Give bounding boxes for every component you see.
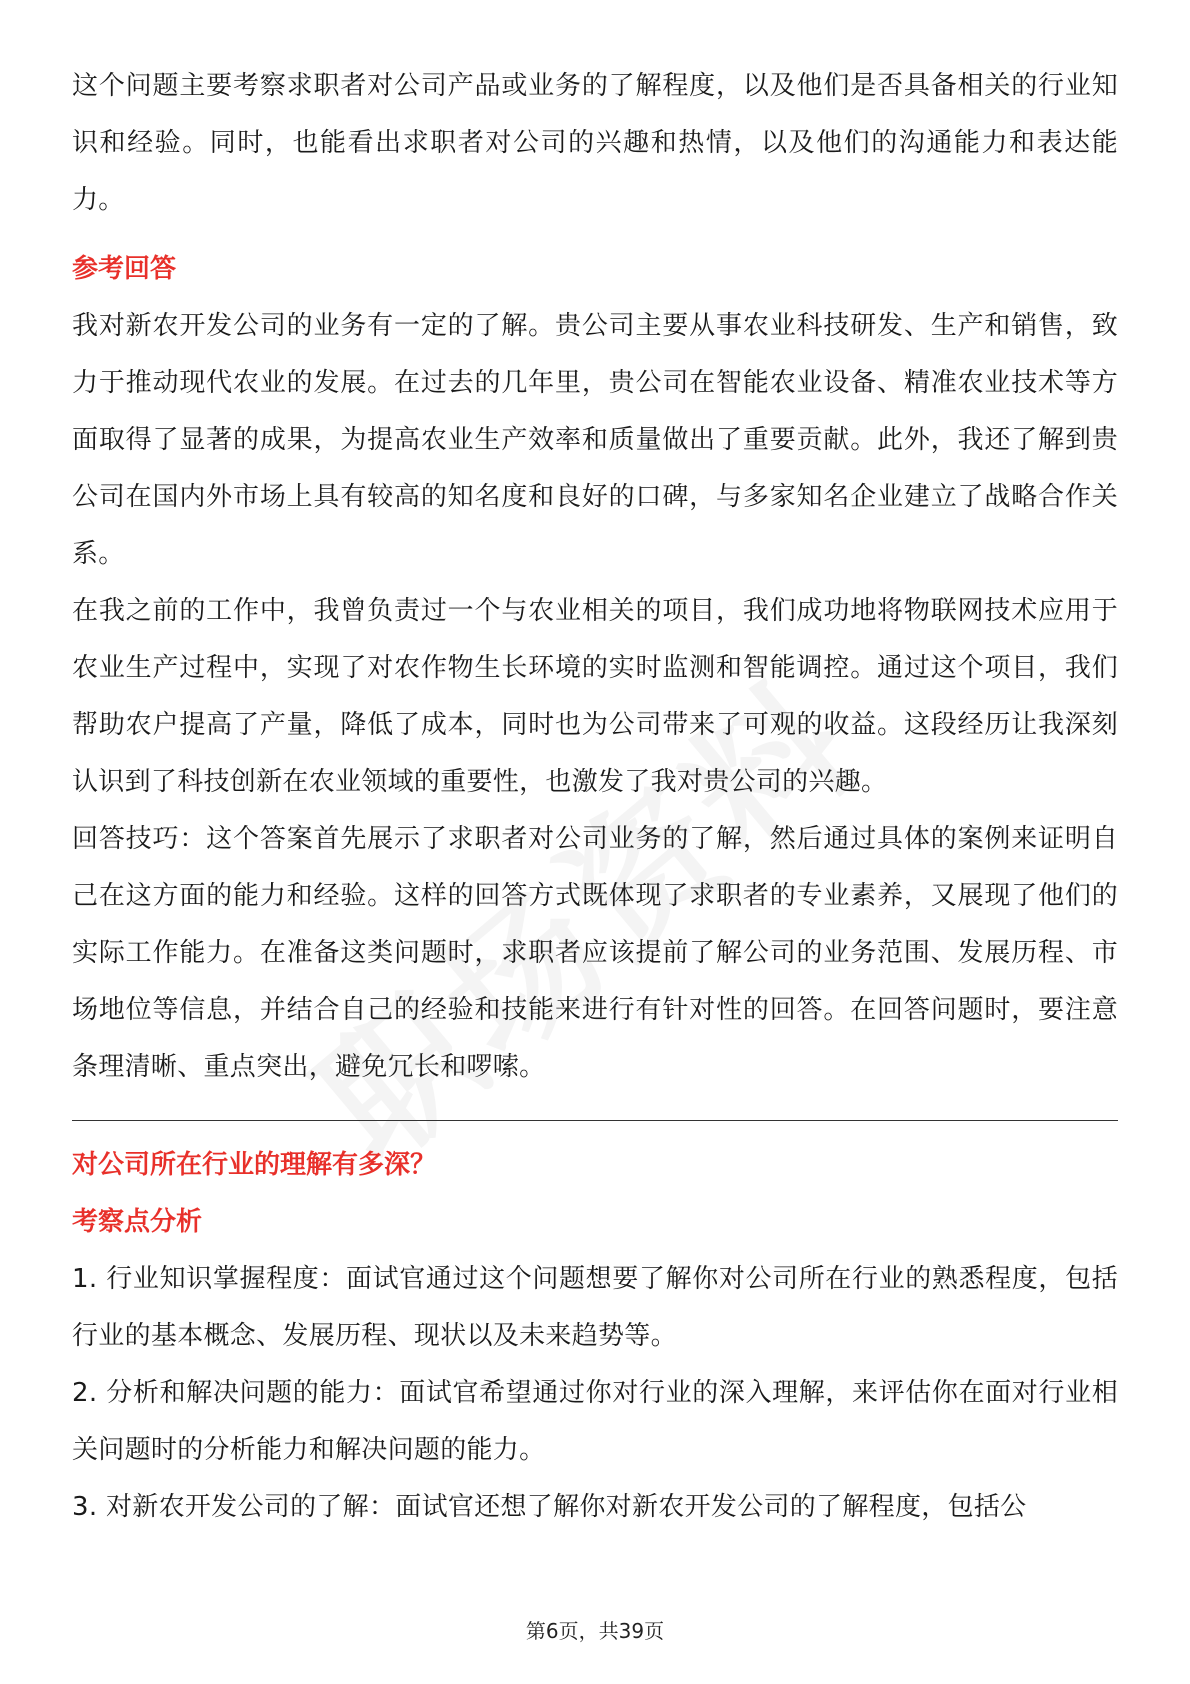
- document-page: [72, 58, 1118, 1536]
- answer-heading: 参考回答: [72, 254, 177, 284]
- answer-paragraph: 我对新农开发公司的业务有一定的了解。贵公司主要从事农业科技研发、生产和销售，致力于推动现代农业的发展。在过去的几年里，贵公司在智能农业设备、精准农业技术等方面取得了显著的成果，为提高农业生产效率和质量做出了重要贡献。此外，我还了解到贵公司在国内外市场上具有较高的知名度和良好的口碑，与多家知名企业建立了战略合作关系。: [72, 311, 1118, 569]
- answer-tips-paragraph: 回答技巧：这个答案首先展示了求职者对公司业务的了解，然后通过具体的案例来证明自己在这方面的能力和经验。这样的回答方式既体现了求职者的专业素养，又展现了他们的实际工作能力。在准备这类问题时，求职者应该提前了解公司的业务范围、发展历程、市场地位等信息，并结合自己的经验和技能来进行有针对性的回答。在回答问题时，要注意条理清晰、重点突出，避免冗长和啰嗦。: [72, 824, 1118, 1082]
- page-footer: 第6页，共39页: [525, 1619, 665, 1643]
- question-title: 对公司所在行业的理解有多深？: [72, 1150, 437, 1180]
- analysis-item: 1. 行业知识掌握程度：面试官通过这个问题想要了解你对公司所在行业的熟悉程度，包括行业的基本概念、发展历程、现状以及未来趋势等。: [72, 1264, 1118, 1351]
- analysis-item: 2. 分析和解决问题的能力：面试官希望通过你对行业的深入理解，来评估你在面对行业相关问题时的分析能力和解决问题的能力。: [72, 1378, 1118, 1465]
- intro-paragraph: 这个问题主要考察求职者对公司产品或业务的了解程度，以及他们是否具备相关的行业知识和经验。同时，也能看出求职者对公司的兴趣和热情，以及他们的沟通能力和表达能力。: [72, 71, 1118, 215]
- answer-paragraph: 在我之前的工作中，我曾负责过一个与农业相关的项目，我们成功地将物联网技术应用于农业生产过程中，实现了对农作物生长环境的实时监测和智能调控。通过这个项目，我们帮助农户提高了产量，降低了成本，同时也为公司带来了可观的收益。这段经历让我深刻认识到了科技创新在农业领域的重要性，也激发了我对贵公司的兴趣。: [72, 596, 1118, 797]
- section-divider: [72, 1120, 1118, 1121]
- analysis-heading: 考察点分析: [72, 1207, 203, 1237]
- analysis-item: 3. 对新农开发公司的了解：面试官还想了解你对新农开发公司的了解程度，包括公: [72, 1492, 1027, 1522]
